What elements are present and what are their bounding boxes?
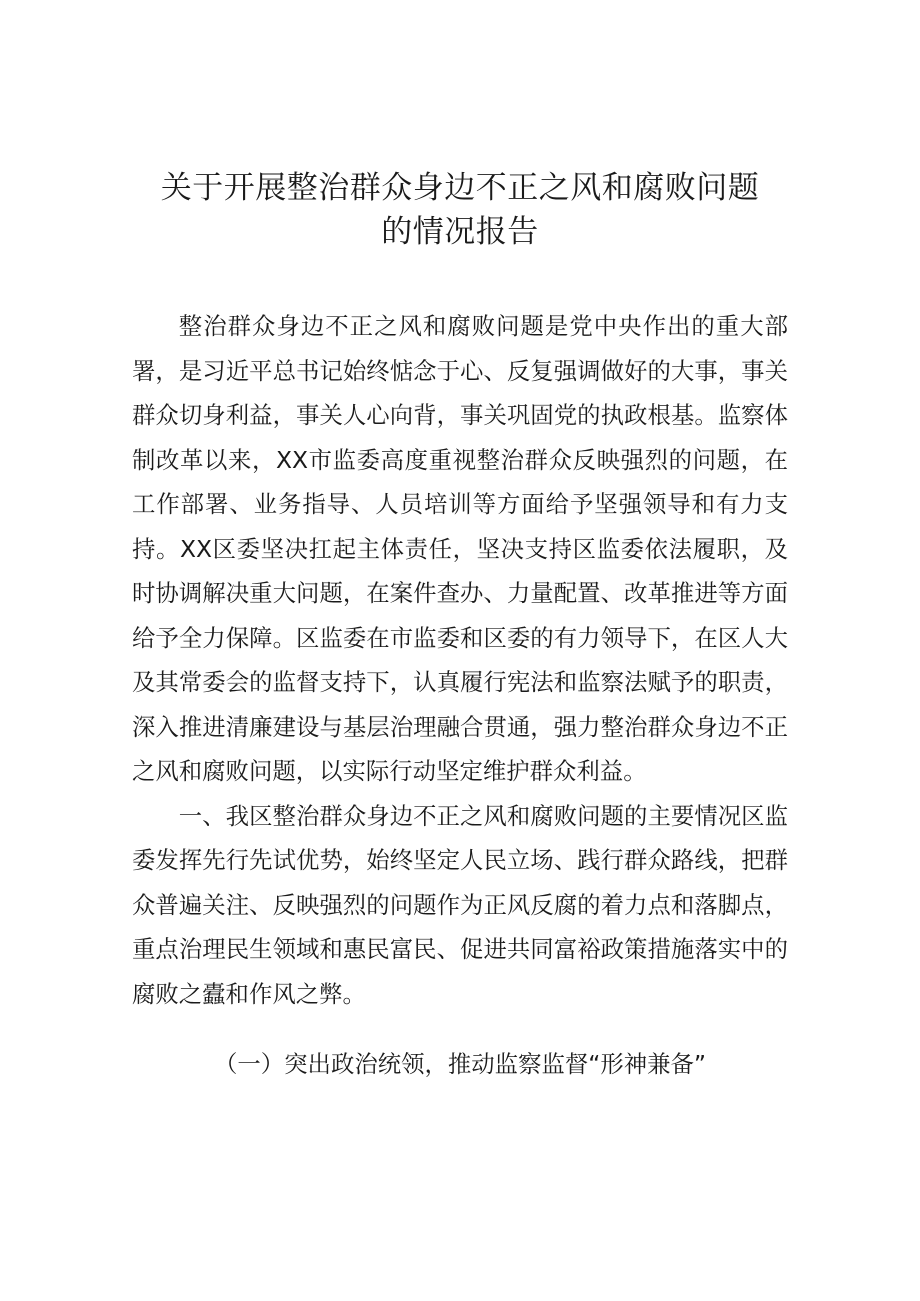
paragraph-intro: 整治群众身边不正之风和腐败问题是党中央作出的重大部署，是习近平总书记始终惦念于心、反复强调做好的大事，事关群众切身利益，事关人心向背，事关巩固党的执政根基。监察体制改革以来，XX市监委高度重视整治群众反映强烈的问题，在工作部署、业务指导、人员培训等方面给予坚强领导和有力支持。XX区委坚决扛起主体责任，坚决支持区监委依法履职，及时协调解决重大问题，在案件查办、力量配置、改革推进等方面给予全力保障。区监委在市监委和区委的有力领导下，在区人大及其常委会的监督支持下，认真履行宪法和监察法赋予的职责，深入推进清廉建设与基层治理融合贯通，强力整治群众身边不正之风和腐败问题，以实际行动坚定维护群众利益。	[132, 312, 788, 785]
document-title: 关于开展整治群众身边不正之风和腐败问题的情况报告	[160, 170, 760, 250]
paragraph-section-one: 一、我区整治群众身边不正之风和腐败问题的主要情况区监委发挥先行先试优势，始终坚定人民立场、践行群众路线，把群众普遍关注、反映强烈的问题作为正风反腐的着力点和落脚点，重点治理民生领域和惠民富民、促进共同富裕政策措施落实中的腐败之蠹和作风之弊。	[132, 801, 788, 1008]
document-body	[132, 304, 788, 1087]
subheading-one: （一）突出政治统领，推动监察监督“形神兼备”	[214, 1050, 707, 1078]
